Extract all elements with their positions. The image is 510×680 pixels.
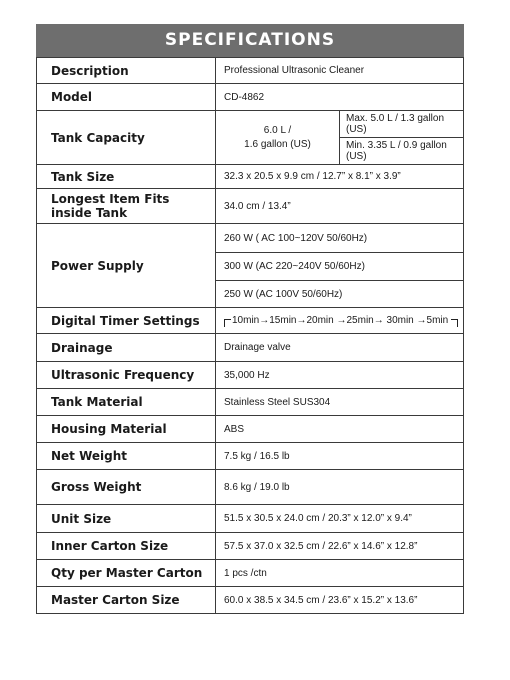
row-label xyxy=(37,189,216,224)
power-option: 250 W (AC 100V 50/60Hz) xyxy=(216,281,464,308)
table-row xyxy=(37,189,464,224)
table-row xyxy=(37,470,464,505)
power-option: 260 W ( AC 100~120V 50/60Hz) xyxy=(216,224,464,253)
table-row xyxy=(37,224,464,253)
row-label: Description xyxy=(37,58,216,84)
table-row xyxy=(37,416,464,443)
table-row xyxy=(37,443,464,470)
row-label: Master Carton Size xyxy=(37,587,216,614)
row-label: Tank Material xyxy=(37,389,216,416)
tank-capacity-nominal-line2: 1.6 gallon (US) xyxy=(244,138,311,150)
row-value: 34.0 cm / 13.4” xyxy=(216,189,464,224)
row-label: Drainage xyxy=(37,334,216,362)
row-value: ABS xyxy=(216,416,464,443)
row-value: 8.6 kg / 19.0 lb xyxy=(216,470,464,505)
spec-title: SPECIFICATIONS xyxy=(36,24,464,57)
row-label-line1: Longest Item Fits xyxy=(51,192,170,206)
row-value: CD-4862 xyxy=(216,84,464,111)
tank-capacity-nominal-line1: 6.0 L / xyxy=(263,124,292,136)
row-value: 1 pcs /ctn xyxy=(216,560,464,587)
spec-table xyxy=(36,57,464,614)
spec-sheet xyxy=(36,24,464,614)
row-value: Stainless Steel SUS304 xyxy=(216,389,464,416)
table-row xyxy=(37,334,464,362)
row-label: Digital Timer Settings xyxy=(37,308,216,334)
row-label: Housing Material xyxy=(37,416,216,443)
row-value: 7.5 kg / 16.5 lb xyxy=(216,443,464,470)
row-label: Tank Size xyxy=(37,165,216,189)
table-row xyxy=(37,58,464,84)
table-row xyxy=(37,165,464,189)
row-label: Unit Size xyxy=(37,505,216,533)
row-value: 60.0 x 38.5 x 34.5 cm / 23.6” x 15.2” x 13.6” xyxy=(216,587,464,614)
loop-end-icon xyxy=(451,319,458,327)
timer-values: 10min→15min→20min →25min→ 30min →5min xyxy=(232,315,449,326)
power-option: 300 W (AC 220~240V 50/60Hz) xyxy=(216,253,464,281)
table-row xyxy=(37,84,464,111)
row-value: 51.5 x 30.5 x 24.0 cm / 20.3” x 12.0” x 9.4” xyxy=(216,505,464,533)
table-row xyxy=(37,505,464,533)
timer-cycle xyxy=(224,315,463,326)
row-value: 35,000 Hz xyxy=(216,362,464,389)
row-label-line2: inside Tank xyxy=(51,206,128,220)
row-label: Model xyxy=(37,84,216,111)
row-label: Ultrasonic Frequency xyxy=(37,362,216,389)
row-value: 32.3 x 20.5 x 9.9 cm / 12.7” x 8.1” x 3.9” xyxy=(216,165,464,189)
table-row xyxy=(37,533,464,560)
row-value: Drainage valve xyxy=(216,334,464,362)
table-row xyxy=(37,362,464,389)
row-value: 57.5 x 37.0 x 32.5 cm / 22.6” x 14.6” x 12.8” xyxy=(216,533,464,560)
row-label: Inner Carton Size xyxy=(37,533,216,560)
tank-capacity-nominal xyxy=(216,111,340,165)
row-label: Tank Capacity xyxy=(37,111,216,165)
row-value: Professional Ultrasonic Cleaner xyxy=(216,58,464,84)
row-label: Net Weight xyxy=(37,443,216,470)
row-label: Gross Weight xyxy=(37,470,216,505)
row-label: Qty per Master Carton xyxy=(37,560,216,587)
table-row xyxy=(37,308,464,334)
table-row xyxy=(37,560,464,587)
table-row xyxy=(37,587,464,614)
loop-start-icon xyxy=(224,319,231,327)
row-label: Power Supply xyxy=(37,224,216,308)
table-row xyxy=(37,111,464,138)
tank-capacity-max: Max. 5.0 L / 1.3 gallon (US) xyxy=(340,111,464,138)
tank-capacity-min: Min. 3.35 L / 0.9 gallon (US) xyxy=(340,138,464,165)
table-row xyxy=(37,389,464,416)
timer-sequence xyxy=(216,308,464,334)
